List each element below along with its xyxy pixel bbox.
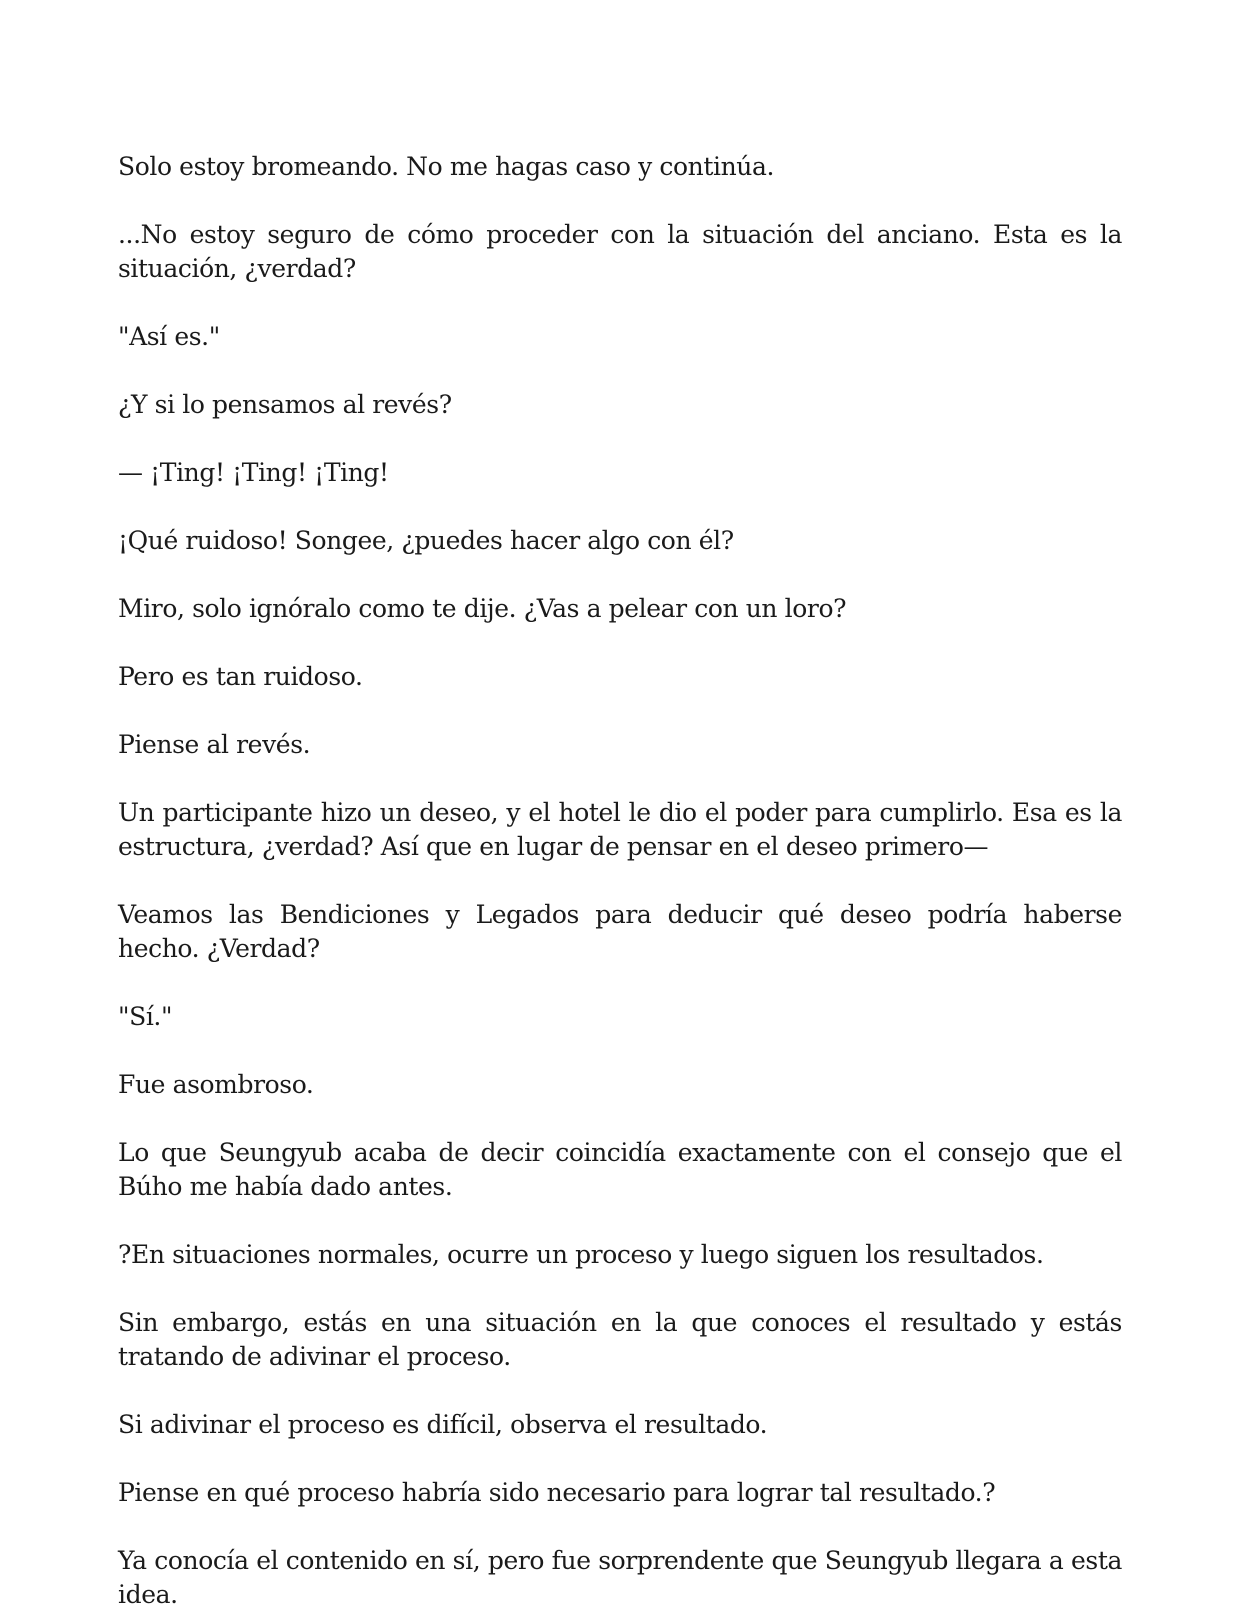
paragraph: "Así es."	[118, 322, 220, 351]
document-body	[118, 150, 1122, 1617]
paragraph: Solo estoy bromeando. No me hagas caso y continúa.	[118, 152, 775, 181]
paragraph: Si adivinar el proceso es difícil, observa el resultado.	[118, 1410, 768, 1439]
paragraph: ¡Qué ruidoso! Songee, ¿puedes hacer algo con él?	[118, 526, 734, 555]
paragraph: — ¡Ting! ¡Ting! ¡Ting!	[118, 458, 389, 487]
paragraph: Miro, solo ignóralo como te dije. ¿Vas a pelear con un loro?	[118, 594, 847, 623]
paragraph: ...No estoy seguro de cómo proceder con la situación del anciano. Esta es la situación, ¿verdad?	[118, 220, 1122, 283]
paragraph: Veamos las Bendiciones y Legados para deducir qué deseo podría haberse hecho. ¿Verdad?	[118, 900, 1122, 963]
paragraph: Piense en qué proceso habría sido necesario para lograr tal resultado.?	[118, 1478, 996, 1507]
paragraph: Pero es tan ruidoso.	[118, 662, 363, 691]
paragraph: Un participante hizo un deseo, y el hotel le dio el poder para cumplirlo. Esa es la estructura, ¿verdad? Así que en lugar de pensar en el deseo primero—	[118, 798, 1122, 861]
paragraph: "Sí."	[118, 1002, 173, 1031]
paragraph: Fue asombroso.	[118, 1070, 314, 1099]
paragraph: Lo que Seungyub acaba de decir coincidía exactamente con el consejo que el Búho me había dado antes.	[118, 1138, 1122, 1201]
paragraph: Ya conocía el contenido en sí, pero fue sorprendente que Seungyub llegara a esta idea.	[118, 1546, 1122, 1609]
paragraph: Piense al revés.	[118, 730, 311, 759]
paragraph: ?En situaciones normales, ocurre un proceso y luego siguen los resultados.	[118, 1240, 1044, 1269]
paragraph: Sin embargo, estás en una situación en la que conoces el resultado y estás tratando de adivinar el proceso.	[118, 1308, 1122, 1371]
paragraph: ¿Y si lo pensamos al revés?	[118, 390, 452, 419]
